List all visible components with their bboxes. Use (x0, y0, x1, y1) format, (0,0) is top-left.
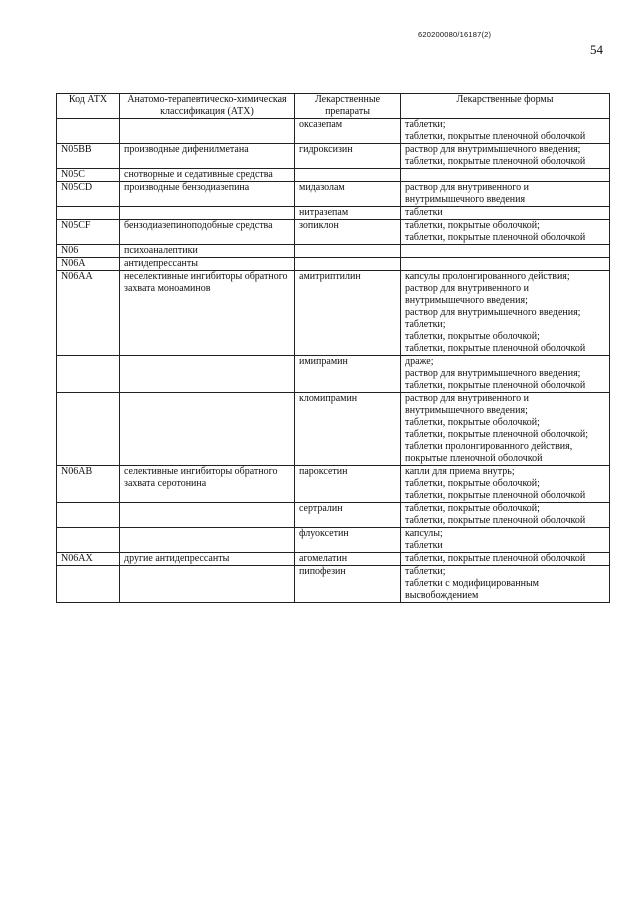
dosage-form-line: раствор для внутримышечного введения; (405, 307, 581, 318)
dosage-form-line: таблетки, покрытые оболочкой; (405, 478, 540, 489)
drug-cell: пипофезин (295, 566, 401, 603)
forms-cell (401, 528, 610, 553)
classification-cell: селективные ингибиторы обратного захвата серотонина (120, 466, 295, 503)
dosage-form-line: таблетки, покрытые оболочкой; (405, 331, 540, 342)
header-code: Код АТХ (57, 94, 120, 119)
classification-cell: производные бензодиазепина (120, 182, 295, 207)
classification-cell: снотворные и седативные средства (120, 169, 295, 182)
drug-cell (295, 169, 401, 182)
drug-cell: мидазолам (295, 182, 401, 207)
atc-code-cell: N06A (57, 258, 120, 271)
dosage-form-line: раствор для внутримышечного введения; (405, 368, 581, 379)
classification-cell: другие антидепрессанты (120, 553, 295, 566)
forms-cell (401, 169, 610, 182)
dosage-form-line: таблетки, покрытые пленочной оболочкой; (405, 429, 589, 440)
dosage-form-line: таблетки; (405, 119, 446, 130)
atc-code-cell (57, 503, 120, 528)
dosage-form-line: раствор для внутримышечного введения; (405, 144, 581, 155)
atc-code-cell (57, 119, 120, 144)
table-row (57, 119, 610, 144)
atc-code-cell: N05C (57, 169, 120, 182)
dosage-form-line: таблетки, покрытые пленочной оболочкой (405, 553, 586, 564)
classification-cell: производные дифенилметана (120, 144, 295, 169)
table-header-row (57, 94, 610, 119)
classification-cell (120, 528, 295, 553)
forms-cell (401, 503, 610, 528)
table-row (57, 182, 610, 207)
drug-cell: амитриптилин (295, 271, 401, 356)
header-forms: Лекарственные формы (401, 94, 610, 119)
atc-drug-table (56, 93, 610, 603)
atc-code-cell: N05CF (57, 220, 120, 245)
atc-code-cell: N05CD (57, 182, 120, 207)
dosage-form-line: таблетки пролонгированного действия, покрытые пленочной оболочкой (405, 441, 573, 464)
atc-code-cell (57, 393, 120, 466)
drug-cell: кломипрамин (295, 393, 401, 466)
dosage-form-line: таблетки, покрытые пленочной оболочкой (405, 156, 586, 167)
atc-code-cell (57, 356, 120, 393)
dosage-form-line: таблетки, покрытые пленочной оболочкой (405, 490, 586, 501)
table-row (57, 169, 610, 182)
atc-code-cell: N06AB (57, 466, 120, 503)
atc-code-cell (57, 207, 120, 220)
table-row (57, 258, 610, 271)
dosage-form-line: капсулы; (405, 528, 443, 539)
dosage-form-line: раствор для внутривенного и внутримышечного введения; (405, 283, 530, 306)
drug-cell: гидроксизин (295, 144, 401, 169)
header-classification: Анатомо-терапевтическо-химическая классификация (АТХ) (120, 94, 295, 119)
table-row (57, 271, 610, 356)
forms-cell (401, 271, 610, 356)
forms-cell (401, 356, 610, 393)
atc-code-cell (57, 566, 120, 603)
classification-cell: неселективные ингибиторы обратного захвата моноаминов (120, 271, 295, 356)
table-row (57, 503, 610, 528)
forms-cell (401, 245, 610, 258)
forms-cell (401, 393, 610, 466)
dosage-form-line: таблетки с модифицированным высвобождением (405, 578, 540, 601)
atc-code-cell: N06AA (57, 271, 120, 356)
dosage-form-line: таблетки, покрытые оболочкой; (405, 417, 540, 428)
dosage-form-line: таблетки; (405, 319, 446, 330)
atc-code-cell (57, 528, 120, 553)
forms-cell (401, 144, 610, 169)
table-row (57, 356, 610, 393)
dosage-form-line: таблетки (405, 540, 443, 551)
classification-cell (120, 207, 295, 220)
classification-cell (120, 393, 295, 466)
drug-cell: зопиклон (295, 220, 401, 245)
dosage-form-line: таблетки (405, 207, 443, 218)
dosage-form-line: капсулы пролонгированного действия; (405, 271, 570, 282)
atc-code-cell: N05BB (57, 144, 120, 169)
table-row (57, 466, 610, 503)
table-row (57, 566, 610, 603)
classification-cell (120, 503, 295, 528)
classification-cell: бензодиазепиноподобные средства (120, 220, 295, 245)
dosage-form-line: таблетки, покрытые оболочкой; (405, 220, 540, 231)
forms-cell (401, 220, 610, 245)
dosage-form-line: таблетки; (405, 566, 446, 577)
drug-cell: пароксетин (295, 466, 401, 503)
classification-cell (120, 566, 295, 603)
drug-cell: флуоксетин (295, 528, 401, 553)
dosage-form-line: раствор для внутривенного и внутримышечного введения (405, 182, 530, 205)
table-row (57, 207, 610, 220)
drug-cell: агомелатин (295, 553, 401, 566)
table-body (57, 119, 610, 603)
drug-cell (295, 245, 401, 258)
atc-code-cell: N06AX (57, 553, 120, 566)
dosage-form-line: драже; (405, 356, 434, 367)
table-row (57, 393, 610, 466)
drug-cell: сертралин (295, 503, 401, 528)
drug-cell (295, 258, 401, 271)
dosage-form-line: таблетки, покрытые пленочной оболочкой (405, 380, 586, 391)
classification-cell (120, 356, 295, 393)
classification-cell: антидепрессанты (120, 258, 295, 271)
forms-cell (401, 182, 610, 207)
dosage-form-line: таблетки, покрытые пленочной оболочкой (405, 343, 586, 354)
dosage-form-line: раствор для внутривенного и внутримышечного введения; (405, 393, 530, 416)
table-row (57, 528, 610, 553)
forms-cell (401, 258, 610, 271)
table-row (57, 245, 610, 258)
header-drugs: Лекарственные препараты (295, 94, 401, 119)
dosage-form-line: таблетки, покрытые оболочкой; (405, 503, 540, 514)
forms-cell (401, 119, 610, 144)
table-row (57, 553, 610, 566)
dosage-form-line: таблетки, покрытые пленочной оболочкой (405, 131, 586, 142)
forms-cell (401, 207, 610, 220)
drug-cell: оксазепам (295, 119, 401, 144)
table-row (57, 144, 610, 169)
drug-cell: нитразепам (295, 207, 401, 220)
forms-cell (401, 466, 610, 503)
table-row (57, 220, 610, 245)
forms-cell (401, 566, 610, 603)
page-number: 54 (590, 42, 603, 57)
drug-cell: имипрамин (295, 356, 401, 393)
dosage-form-line: таблетки, покрытые пленочной оболочкой (405, 515, 586, 526)
document-id: 620200080/16187(2) (418, 30, 492, 39)
atc-code-cell: N06 (57, 245, 120, 258)
forms-cell (401, 553, 610, 566)
classification-cell (120, 119, 295, 144)
dosage-form-line: таблетки, покрытые пленочной оболочкой (405, 232, 586, 243)
dosage-form-line: капли для приема внутрь; (405, 466, 515, 477)
classification-cell: психоаналептики (120, 245, 295, 258)
